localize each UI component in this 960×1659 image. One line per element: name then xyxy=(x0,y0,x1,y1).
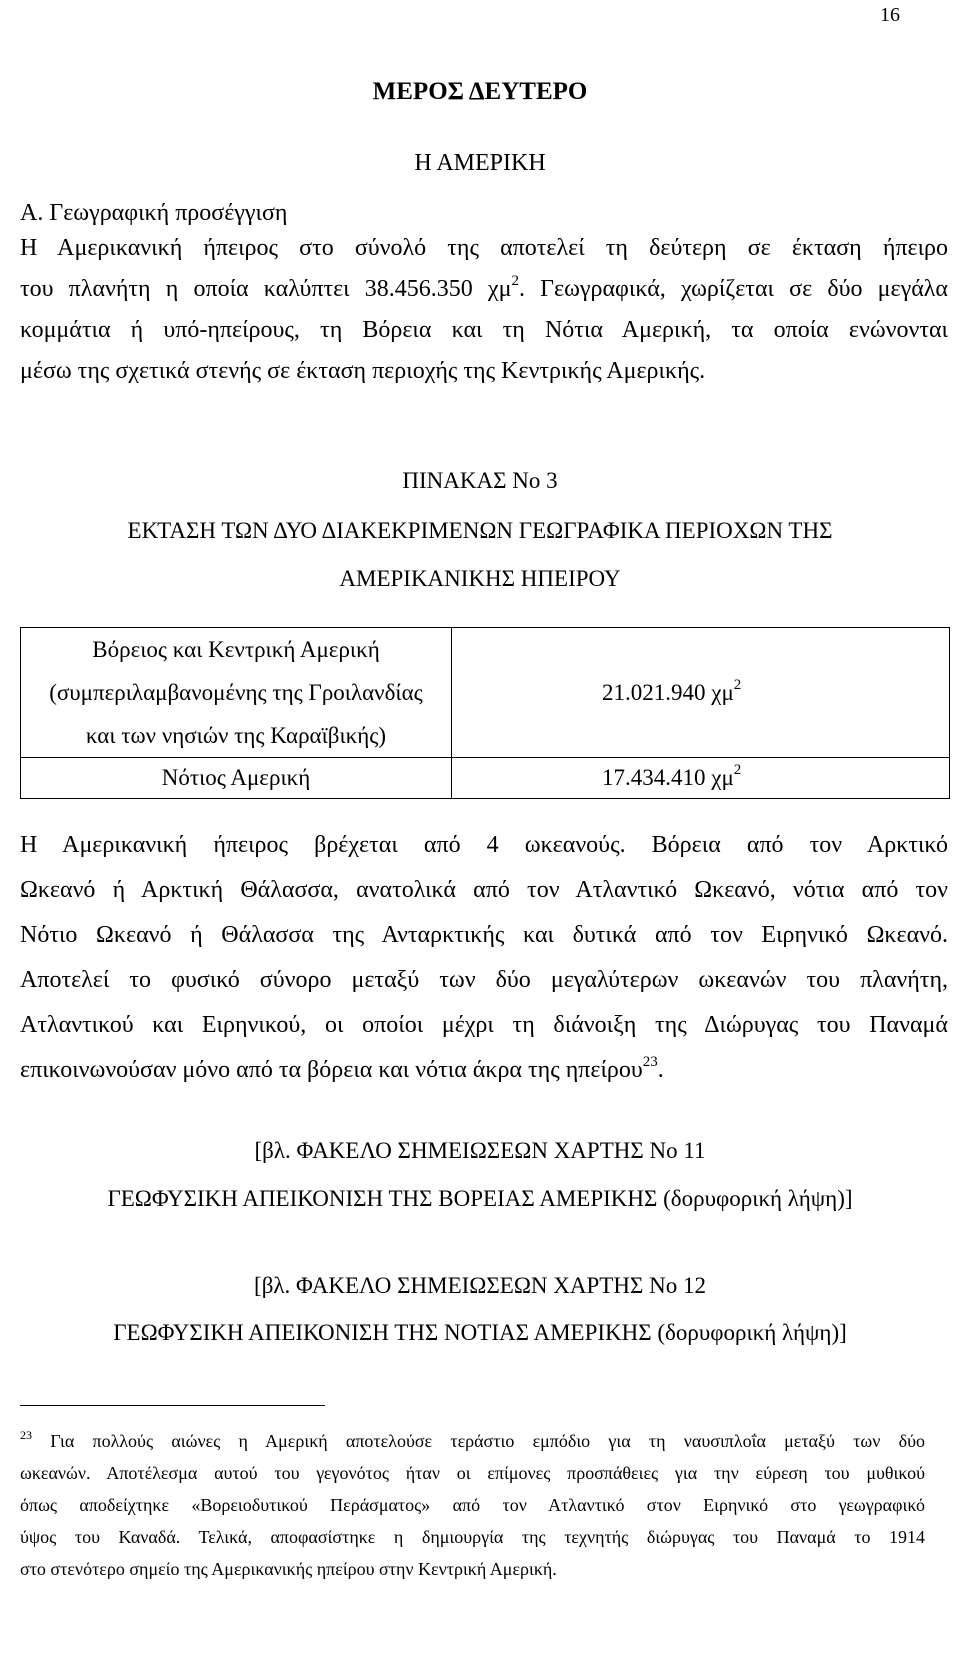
paragraph-oceans xyxy=(20,825,948,1095)
table-row xyxy=(21,758,950,799)
paragraph-geography xyxy=(20,228,948,392)
paragraph-line: Η Αμερικανική ήπειρος βρέχεται από 4 ωκεανούς. Βόρεια από τον Αρκτικό xyxy=(20,832,948,858)
text-fragment: Για πολλούς αιώνες η Αμερική αποτελούσε τεράστιο εμπόδιο για τη ναυσιπλοΐα μεταξύ των δύο xyxy=(32,1431,925,1451)
text-fragment: του πλανήτη η οποία καλύπτει 38.456.350 χμ xyxy=(20,276,512,302)
footnote-line: ωκεανών. Αποτέλεσμα αυτού του γεγονότος ήταν οι επίμονες προσπάθειες για την εύρεση του μυθικού xyxy=(20,1463,925,1483)
paragraph-line: μέσω της σχετικά στενής σε έκταση περιοχής της Κεντρικής Αμερικής. xyxy=(20,358,706,384)
section-heading: Α. Γεωγραφική προσέγγιση xyxy=(20,200,288,226)
paragraph-line: Ατλαντικού και Ειρηνικού, οι οποίοι μέχρι τη διάνοιξη της Διώρυγας του Παναμά xyxy=(20,1012,948,1038)
text-fragment: . Γεωγραφικά, χωρίζεται σε δύο μεγάλα xyxy=(518,276,948,302)
table-caption-number: ΠΙΝΑΚΑΣ Νο 3 xyxy=(402,468,558,493)
table-row xyxy=(21,628,950,758)
footnote-line xyxy=(20,1425,925,1457)
map-reference-11: [βλ. ΦΑΚΕΛΟ ΣΗΜΕΙΩΣΕΩΝ ΧΑΡΤΗΣ Νο 11 xyxy=(254,1138,706,1163)
paragraph-line xyxy=(20,1050,948,1095)
footnote-line: όπως αποδείχτηκε «Βορειοδυτικού Περάσματος» από τον Ατλαντικό στον Ειρηνικό στο γεωγραφικό xyxy=(20,1495,925,1515)
paragraph-line: Νότιο Ωκεανό ή Θάλασσα της Ανταρκτικής και δυτικά από τον Ειρηνικό Ωκεανό. xyxy=(20,922,948,948)
paragraph-line xyxy=(20,269,948,310)
region-line: και των νησιών της Καραϊβικής) xyxy=(85,723,387,748)
footnote-ref: 23 xyxy=(642,1054,658,1070)
region-cell xyxy=(21,758,452,799)
area-value: 17.434.410 χμ xyxy=(602,765,734,790)
footnote-marker: 23 xyxy=(20,1428,32,1442)
paragraph-line: Ωκεανό ή Αρκτική Θάλασσα, ανατολικά από τον Ατλαντικό Ωκεανό, νότια από τον xyxy=(20,877,948,903)
paragraph-line: Η Αμερικανική ήπειρος στο σύνολό της αποτελεί τη δεύτερη σε έκταση ήπειρο xyxy=(20,235,948,261)
footnote-separator xyxy=(20,1405,325,1406)
table-caption-title-cont: ΑΜΕΡΙΚΑΝΙΚΗΣ ΗΠΕΙΡΟΥ xyxy=(339,566,621,591)
unit-superscript: 2 xyxy=(733,762,742,778)
page-number: 16 xyxy=(880,4,900,26)
text-fragment: . xyxy=(657,1057,664,1083)
region-line: (συμπεριλαμβανομένης της Γροιλανδίας xyxy=(49,680,423,705)
region-cell xyxy=(21,628,452,758)
map-reference-11-title: ΓΕΩΦΥΣΙΚΗ ΑΠΕΙΚΟΝΙΣΗ ΤΗΣ ΒΟΡΕΙΑΣ ΑΜΕΡΙΚΗΣ (δορυφορική λήψη)] xyxy=(107,1186,853,1211)
unit-superscript: 2 xyxy=(733,676,742,693)
text-fragment: επικοινωνούσαν μόνο από τα βόρεια και νότια άκρα της ηπείρου xyxy=(20,1057,643,1083)
paragraph-line: Αποτελεί το φυσικό σύνορο μεταξύ των δύο μεγαλύτερων ωκεανών του πλανήτη, xyxy=(20,967,948,993)
part-title: ΜΕΡΟΣ ΔΕΥΤΕΡΟ xyxy=(372,78,588,105)
area-value-cell xyxy=(452,758,950,799)
footnote-line: ύψος του Καναδά. Τελικά, αποφασίστηκε η δημιουργία της τεχνητής διώρυγας του Παναμά το 1914 xyxy=(20,1527,925,1547)
chapter-title: Η ΑΜΕΡΙΚΗ xyxy=(414,150,546,176)
region-line: Νότιος Αμερική xyxy=(161,765,311,790)
area-value-cell xyxy=(452,628,950,758)
table-caption-title: ΕΚΤΑΣΗ ΤΩΝ ΔΥΟ ΔΙΑΚΕΚΡΙΜΕΝΩΝ ΓΕΩΓΡΑΦΙΚΑ ΠΕΡΙΟΧΩΝ ΤΗΣ xyxy=(127,518,833,543)
map-reference-12-title: ΓΕΩΦΥΣΙΚΗ ΑΠΕΙΚΟΝΙΣΗ ΤΗΣ ΝΟΤΙΑΣ ΑΜΕΡΙΚΗΣ (δορυφορική λήψη)] xyxy=(113,1320,847,1345)
superscript: 2 xyxy=(511,273,519,289)
map-reference-12: [βλ. ΦΑΚΕΛΟ ΣΗΜΕΙΩΣΕΩΝ ΧΑΡΤΗΣ Νο 12 xyxy=(254,1273,706,1298)
region-line: Βόρειος και Κεντρική Αμερική xyxy=(92,637,380,662)
footnote-23 xyxy=(20,1425,925,1585)
area-table xyxy=(20,627,950,799)
paragraph-line: κομμάτια ή υπό-ηπείρους, τη Βόρεια και τη Νότια Αμερική, τα οποία ενώνονται xyxy=(20,317,948,343)
area-value: 21.021.940 χμ xyxy=(602,679,734,705)
footnote-line: στο στενότερο σημείο της Αμερικανικής ηπείρου στην Κεντρική Αμερική. xyxy=(20,1559,557,1579)
